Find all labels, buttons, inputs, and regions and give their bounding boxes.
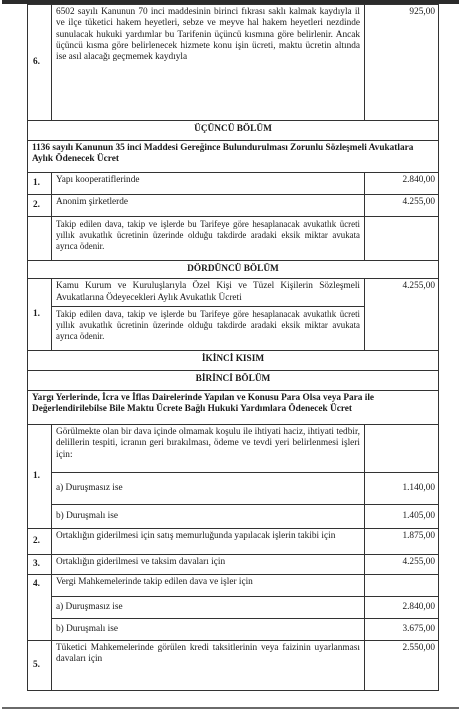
row-value: 2.840,00 [365,173,439,195]
row-number: 2. [28,528,52,554]
sub-row-value: 3.675,00 [365,618,439,640]
section-heading-row [28,261,439,279]
row-value: 1.875,00 [365,528,439,554]
table-row [28,574,439,596]
row-text: Kamu Kurum ve Kuruluşlarıyla Özel Kişi ve Tüzel Kişilerin Sözleşmeli Avukatlarına Ödeyecekleri Aylık Avukatlık Ücreti [52,279,365,307]
table-row [28,554,439,574]
row-number: 4. [28,574,52,640]
part-heading: İKİNCİ KISIM [28,350,439,370]
note-text: Takip edilen dava, takip ve işlerde bu Tarifeye göre hesaplanacak avukatlık ücreti yıllık avukatlık ücretinin üzerinde olduğu takdirde aradaki eksik miktar avukata ayrıca ödenir. [52,306,365,350]
row-number: 5. [28,640,52,690]
row-value: 4.255,00 [365,195,439,217]
row-text: Görülmekte olan bir dava içinde olmamak koşulu ile ihtiyati haciz, ihtiyati tedbir, delillerin tespiti, icranın geri bırakılması, ödeme ve tevdi yeri belirlenmesi işleri için: [52,424,365,472]
section-intro-row [28,390,439,424]
section-heading: BİRİNCİ BÖLÜM [28,370,439,390]
row-number: 1. [28,173,52,195]
row-text: Anonim şirketlerde [52,195,365,217]
table-row [28,5,439,121]
sub-row [28,504,439,528]
table-row [28,640,439,690]
sub-row-text: a) Duruşmasız ise [52,596,365,618]
part-heading-row [28,350,439,370]
row-text: 6502 sayılı Kanunun 70 inci maddesinin birinci fıkrası saklı kalmak kaydıyla il ve ilçe tüketici hakem heyetleri, sebze ve meyve hal hakem heyetleri nezdinde sunulacak hukuki yardımlar bu Tarifenin üçüncü kısmına göre belirlenir. Ancak üçüncü kısma göre belirlenecek hizmete konu işin ücreti, maktu ücretin altında ise asıl alacağı geçmemek kaydıyla [52,5,365,121]
note-text: Takip edilen dava, takip ve işlerde bu Tarifeye göre hesaplanacak avukatlık ücreti yıllık avukatlık ücretinin üzerinde olduğu takdirde aradaki eksik miktar avukata ayrıca ödenir. [52,217,365,261]
row-number: 1. [28,424,52,528]
section-heading-row [28,121,439,141]
fee-table [27,4,439,691]
section-intro-row [28,141,439,173]
sub-row-text: a) Duruşmasız ise [52,472,365,504]
row-text: Ortaklığın giderilmesi için satış memurluğunda yapılacak işlerin takibi için [52,528,365,554]
sub-row-value: 2.840,00 [365,596,439,618]
table-row [28,173,439,195]
row-number: 3. [28,554,52,574]
section-heading-row [28,370,439,390]
row-number: 6. [28,5,52,121]
row-value: 2.550,00 [365,640,439,690]
row-number: 1. [28,279,52,351]
sub-row [28,618,439,640]
sub-row [28,596,439,618]
sub-row [28,472,439,504]
section-heading: ÜÇÜNCÜ BÖLÜM [28,121,439,141]
sub-row-value: 1.405,00 [365,504,439,528]
table-row [28,195,439,217]
row-value: 4.255,00 [365,279,439,351]
sub-row-text: b) Duruşmalı ise [52,504,365,528]
sub-row-value: 1.140,00 [365,472,439,504]
row-text: Tüketici Mahkemelerinde görülen kredi taksitlerinin veya faizinin uyarlanması davaları için [52,640,365,690]
row-value: 925,00 [365,5,439,121]
table-row [28,279,439,307]
section-heading: DÖRDÜNCÜ BÖLÜM [28,261,439,279]
row-text: Ortaklığın giderilmesi ve taksim davaları için [52,554,365,574]
row-text: Yapı kooperatiflerinde [52,173,365,195]
scan-bottom-edge [2,707,459,709]
row-value: 4.255,00 [365,554,439,574]
section-intro: Yargı Yerlerinde, İcra ve İflas Dairelerinde Yapılan ve Konusu Para Olsa veya Para ile Değerlendirilebilse Bile Maktu Ücrete Bağlı Hukuki Yardımlara Ödenecek Ücret [28,390,439,424]
note-row [28,217,439,261]
row-text: Vergi Mahkemelerinde takip edilen dava ve işler için [52,574,365,596]
row-number: 2. [28,195,52,217]
sub-row-text: b) Duruşmalı ise [52,618,365,640]
table-row [28,424,439,472]
section-intro: 1136 sayılı Kanunun 35 inci Maddesi Gereğince Bulundurulması Zorunlu Sözleşmeli Avukatlara Aylık Ödenecek Ücret [28,141,439,173]
table-row [28,528,439,554]
